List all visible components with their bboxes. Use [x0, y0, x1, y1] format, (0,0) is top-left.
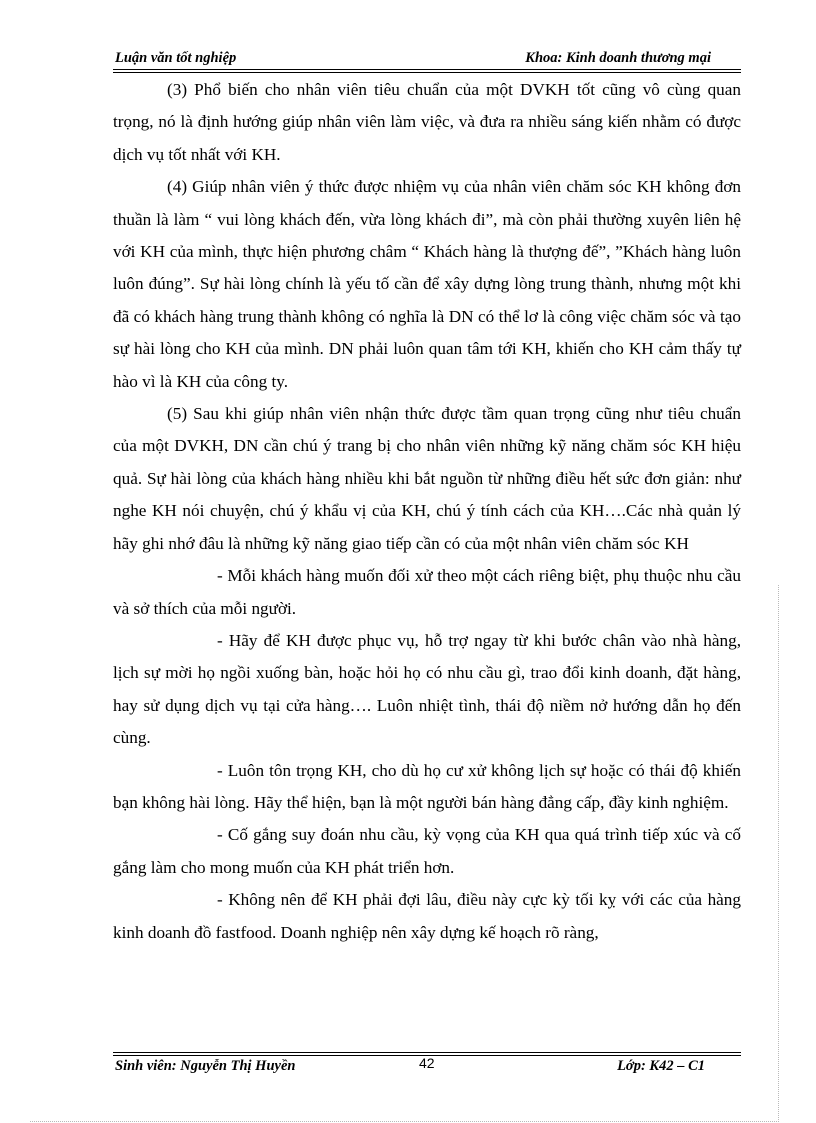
header-rule-top — [113, 69, 741, 70]
bullet-item: - Không nên để KH phải đợi lâu, điều này cực kỳ tối kỵ với các của hàng kinh doanh đồ fastfood. Doanh nghiệp nên xây dựng kế hoạch rõ ràng, — [113, 890, 741, 942]
body-text — [113, 74, 741, 949]
paragraph-5: (5) Sau khi giúp nhân viên nhận thức được tầm quan trọng cũng như tiêu chuẩn của một DVKH, DN cần chú ý trang bị cho nhân viên những kỹ năng chăm sóc KH hiệu quả. Sự hài lòng của khách hàng nhiều khi bắt nguồn từ những điều hết sức đơn giản: như nghe KH nói chuyện, chú ý khẩu vị của KH, chú ý tính cách của KH….Các nhà quản lý hãy ghi nhớ đâu là những kỹ năng giao tiếp cần có của một nhân viên chăm sóc KH — [113, 404, 741, 553]
page-number: 42 — [419, 1055, 435, 1071]
header-thesis-title: Luận văn tốt nghiệp — [115, 50, 237, 66]
page-edge-vertical — [778, 585, 779, 1122]
bullet-item: - Luôn tôn trọng KH, cho dù họ cư xử không lịch sự hoặc có thái độ khiến bạn không hài lòng. Hãy thể hiện, bạn là một người bán hàng đẳng cấp, đầy kinh nghiệm. — [113, 760, 741, 812]
page-header — [113, 50, 741, 70]
page-edge-horizontal — [30, 1121, 779, 1122]
page-footer — [113, 1055, 741, 1078]
footer-class: Lớp: K42 – C1 — [617, 1058, 705, 1074]
header-faculty: Khoa: Kinh doanh thương mại — [525, 50, 711, 66]
bullet-item: - Cố gắng suy đoán nhu cầu, kỳ vọng của KH qua quá trình tiếp xúc và cố gắng làm cho mong muốn của KH phát triển hơn. — [113, 825, 741, 877]
footer-rule-top — [113, 1052, 741, 1053]
paragraph-4: (4) Giúp nhân viên ý thức được nhiệm vụ của nhân viên chăm sóc KH không đơn thuần là làm “ vui lòng khách đến, vừa lòng khách đi”, mà còn phải thường xuyên liên hệ với KH của mình, thực hiện phương châm “ Khách hàng là thượng đế”, ”Khách hàng luôn luôn đúng”. Sự hài lòng chính là yếu tố cần để xây dựng lòng trung thành, nhưng một khi đã có khách hàng trung thành không có nghĩa là DN có thể lơ là công việc chăm sóc và tạo sự hài lòng cho KH của mình. DN phải luôn quan tâm tới KH, khiến cho KH cảm thấy tự hào vì là KH của công ty. — [113, 177, 741, 391]
bullet-item: - Mỗi khách hàng muốn đối xử theo một cách riêng biệt, phụ thuộc nhu cầu và sở thích của mỗi người. — [113, 566, 741, 618]
footer-student-name: Sinh viên: Nguyễn Thị Huyền — [115, 1058, 296, 1074]
header-rule-bottom — [113, 72, 741, 73]
bullet-item: - Hãy để KH được phục vụ, hỗ trợ ngay từ khi bước chân vào nhà hàng, lịch sự mời họ ngồi xuống bàn, hoặc hỏi họ có nhu cầu gì, trao đổi kinh doanh, đặt hàng, hay sử dụng dịch vụ tại cửa hàng…. Luôn nhiệt tình, thái độ niềm nở hướng dẫn họ đến cùng. — [113, 630, 741, 748]
paragraph-3: (3) Phổ biến cho nhân viên tiêu chuẩn của một DVKH tốt cũng vô cùng quan trọng, nó là định hướng giúp nhân viên làm việc, và đưa ra nhiều sáng kiến nhằm có được dịch vụ tốt nhất với KH. — [113, 80, 741, 164]
